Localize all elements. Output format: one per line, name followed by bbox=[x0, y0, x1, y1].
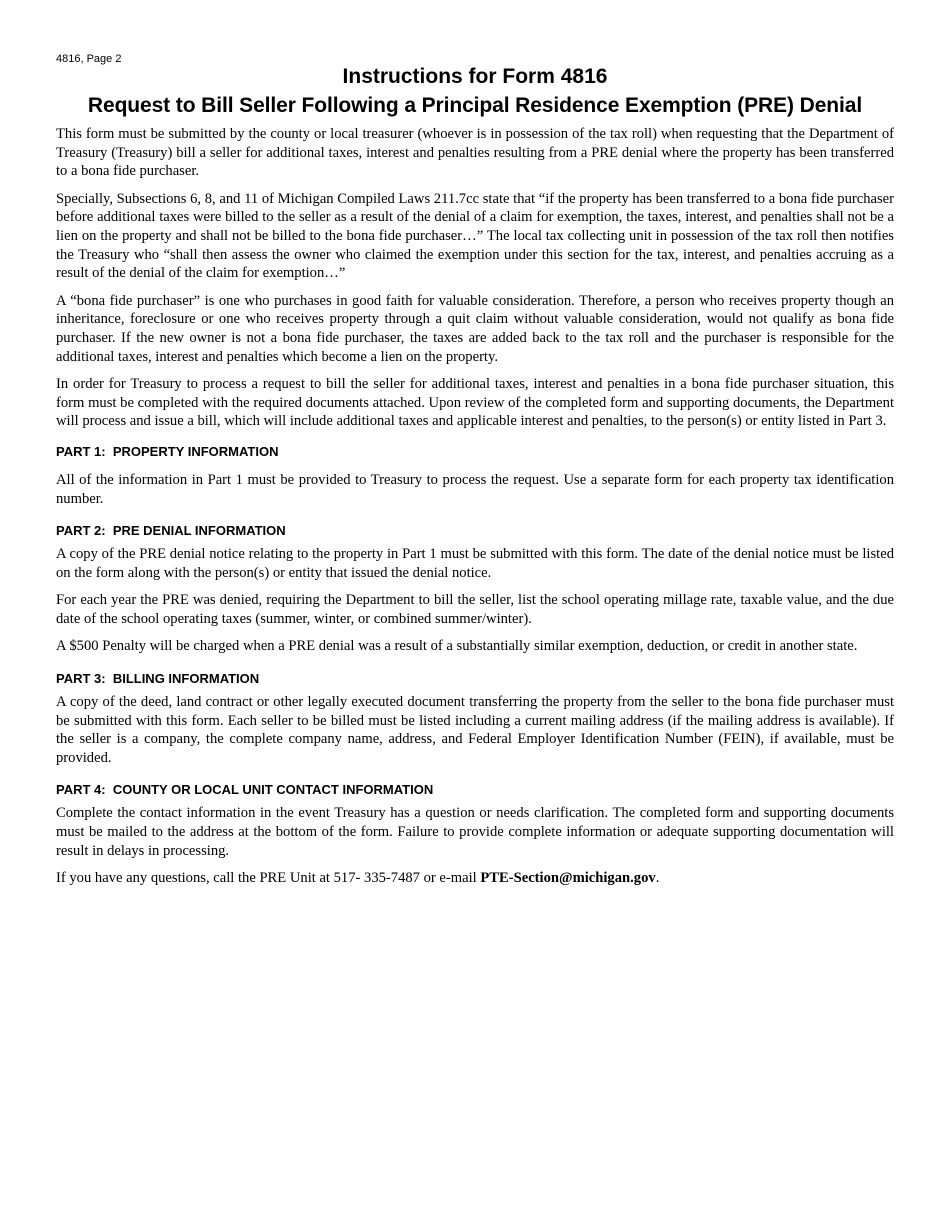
contact-period: . bbox=[655, 870, 660, 887]
part3-paragraph: A copy of the deed, land contract or other legally executed document transferring the property from the seller to the bona fide purchaser must be submitted with this form. Each seller to be billed must be listed including a current mailing address (if the mailing address is available). If the seller is a company, the complete company name, address, and Federal Employer Identification Number (FEIN), if available, must be provided. bbox=[56, 694, 894, 766]
intro-paragraph-2: Specially, Subsections 6, 8, and 11 of Michigan Compiled Laws 211.7cc state that “if the property has been transferred to a bona fide purchaser before additional taxes were billed to the seller as a result of the denial of a claim for exemption, the taxes, interest, and penalties shall not be a lien on the property and shall not be billed to the bona fide purchaser…” The local tax collecting unit in possession of the tax roll then notifies the Treasury who “shall then assess the owner who claimed the exemption under this section for the tax, interest, and penalties accruing as a result of the denial of the claim for exemption…” bbox=[56, 190, 894, 282]
part4-heading: PART 4: COUNTY OR LOCAL UNIT CONTACT INFORMATION bbox=[56, 782, 434, 798]
intro-paragraph-1: This form must be submitted by the county or local treasurer (whoever is in possession of the tax roll) when requesting that the Department of Treasury (Treasury) bill a seller for additional taxes, interest and penalties resulting from a PRE denial where the property has been transferred to a bona fide purchaser. bbox=[56, 126, 894, 180]
part3-heading: PART 3: BILLING INFORMATION bbox=[56, 671, 260, 687]
part2-heading: PART 2: PRE DENIAL INFORMATION bbox=[56, 523, 286, 539]
intro-paragraph-4: In order for Treasury to process a request to bill the seller for additional taxes, interest and penalties in a bona fide purchaser situation, this form must be completed with the required documents attached. Upon review of the completed form and supporting documents, the Department will process and issue a bill, which will include additional taxes and applicable interest and penalties, to the person(s) or entity listed in Part 3. bbox=[56, 376, 894, 430]
contact-email[interactable]: PTE-Section@michigan.gov bbox=[480, 870, 656, 887]
part2-paragraph-2: For each year the PRE was denied, requiring the Department to bill the seller, list the school operating millage rate, taxable value, and the due date of the school operating taxes (summer, winter, or combined summer/winter). bbox=[56, 592, 894, 627]
contact-paragraph bbox=[56, 869, 894, 888]
intro-paragraph-3: A “bona fide purchaser” is one who purchases in good faith for valuable consideration. Therefore, a person who receives property though an inheritance, foreclosure or one who receives property through a quit claim without valuable consideration, would not qualify as bona fide purchaser. If the new owner is not a bona fide purchaser, the taxes are added back to the tax roll and the purchaser is responsible for the additional taxes, interest and penalties which become a lien on the property. bbox=[56, 292, 894, 365]
page-subtitle: Request to Bill Seller Following a Principal Residence Exemption (PRE) Denial bbox=[87, 94, 863, 117]
page-title: Instructions for Form 4816 bbox=[342, 65, 608, 88]
part4-paragraph: Complete the contact information in the event Treasury has a question or needs clarification. The completed form and supporting documents must be mailed to the address at the bottom of the form. Failure to provide complete information or adequate supporting documentation will result in delays in processing. bbox=[56, 805, 894, 859]
part1-paragraph: All of the information in Part 1 must be provided to Treasury to process the request. Use a separate form for each property tax identification number. bbox=[56, 471, 894, 507]
page-number: 4816, Page 2 bbox=[56, 53, 122, 65]
instructions-page bbox=[56, 52, 894, 888]
part2-paragraph-1: A copy of the PRE denial notice relating to the property in Part 1 must be submitted with this form. The date of the denial notice must be listed on the form along with the person(s) or entity that issued the denial notice. bbox=[56, 546, 894, 581]
contact-text: If you have any questions, call the PRE Unit at 517- 335-7487 or e-mail bbox=[56, 870, 481, 887]
part1-heading: PART 1: PROPERTY INFORMATION bbox=[56, 443, 279, 459]
part2-paragraph-3: A $500 Penalty will be charged when a PRE denial was a result of a substantially similar exemption, deduction, or credit in another state. bbox=[56, 638, 858, 655]
